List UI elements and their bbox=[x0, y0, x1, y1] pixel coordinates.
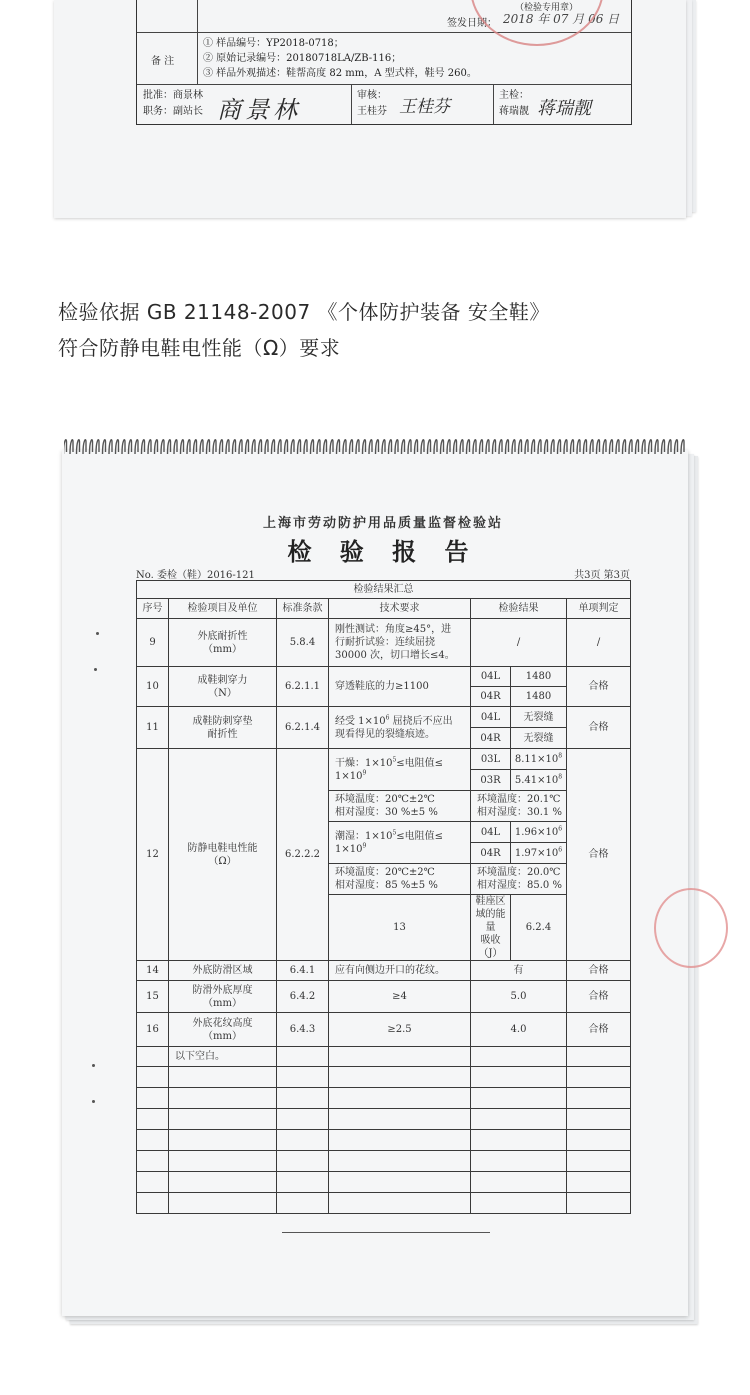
value-text: 1.96×10 bbox=[514, 826, 559, 838]
requirement-cell: 应有向侧边开口的花纹。 bbox=[329, 961, 471, 981]
sample-id: 03L bbox=[471, 749, 511, 770]
requirement-cell bbox=[329, 749, 471, 791]
item-unit: （mm） bbox=[203, 997, 242, 1009]
chief-signature: 蒋瑞靓 bbox=[537, 98, 591, 119]
table-row bbox=[137, 749, 631, 770]
exponent: 5 bbox=[392, 756, 397, 764]
sample-id: 04R bbox=[471, 728, 511, 749]
result-cell: 有 bbox=[471, 961, 567, 981]
requirement-cell bbox=[329, 707, 471, 749]
exponent: 6 bbox=[385, 714, 390, 722]
table-row bbox=[137, 961, 631, 981]
table-row bbox=[137, 1047, 631, 1067]
table-row bbox=[137, 981, 631, 1013]
remarks-list bbox=[203, 36, 477, 81]
clause-cell: 6.2.1.1 bbox=[277, 667, 329, 707]
reviewer-signature: 王桂芬 bbox=[399, 97, 450, 117]
item-unit: （N） bbox=[208, 687, 237, 699]
sample-value: 1480 bbox=[511, 667, 567, 687]
requirement-cell: ≥4 bbox=[329, 981, 471, 1013]
empty-row bbox=[137, 1088, 631, 1109]
signature-line bbox=[282, 1232, 490, 1233]
environment-result bbox=[471, 864, 567, 895]
value-text: 1.97×10 bbox=[514, 847, 559, 859]
value-text: 5.41×10 bbox=[514, 774, 559, 786]
header-cell: 标准条款 bbox=[277, 599, 329, 619]
item-cell bbox=[169, 667, 277, 707]
report-number: No. 委检（鞋）2016-121 bbox=[136, 570, 255, 581]
header-cell: 单项判定 bbox=[567, 599, 631, 619]
requirement-cell bbox=[329, 822, 471, 864]
item-cell bbox=[169, 707, 277, 749]
exponent: 8 bbox=[558, 752, 563, 760]
chief-name: 蒋瑞靓 bbox=[499, 106, 529, 117]
requirement-text: 屈挠后不应出 bbox=[389, 715, 453, 727]
item-unit: 吸收（J） bbox=[478, 935, 503, 959]
requirement-text: 干燥：1×10 bbox=[335, 757, 393, 769]
blank-note: 以下空白。 bbox=[169, 1047, 277, 1067]
exponent: 9 bbox=[362, 769, 367, 777]
requirement-line: 刚性测试：角度≥45°，进 bbox=[335, 624, 452, 635]
requirement-cell: 穿透鞋底的力≥1100 bbox=[329, 667, 471, 707]
row-number: 16 bbox=[137, 1013, 169, 1047]
requirement-line: 现看得见的裂缝痕迹。 bbox=[335, 728, 435, 740]
caption-line-1: 检验依据 GB 21148-2007 《个体防护装备 安全鞋》 bbox=[58, 300, 550, 324]
requirement-line: 30000 次，切口增长≤4。 bbox=[335, 650, 455, 661]
empty-row bbox=[137, 1151, 631, 1172]
remarks-label: 备 注 bbox=[151, 56, 175, 67]
env-line: 相对湿度：30 %±5 % bbox=[335, 807, 438, 818]
requirement-line bbox=[335, 757, 468, 770]
remark-item: ① 样品编号：YP2018-0718； bbox=[203, 38, 344, 49]
item-unit: （mm） bbox=[203, 643, 242, 655]
env-line: 环境温度：20℃±2℃ bbox=[335, 794, 435, 805]
approver-role: 职务：副站长 bbox=[143, 106, 203, 117]
env-line: 环境温度：20.1℃ bbox=[477, 794, 561, 805]
sample-value bbox=[511, 822, 567, 843]
value-text: 8.11×10 bbox=[514, 753, 559, 765]
verdict-cell: 合格 bbox=[567, 1013, 631, 1047]
row-number: 14 bbox=[137, 961, 169, 981]
requirement-text: 潮湿：1×10 bbox=[335, 830, 393, 842]
clause-cell: 6.4.2 bbox=[277, 981, 329, 1013]
row-number: 13 bbox=[329, 895, 471, 961]
sample-value bbox=[511, 749, 567, 770]
env-line: 相对湿度：30.1 % bbox=[477, 807, 562, 818]
sample-value: 1480 bbox=[511, 687, 567, 707]
item-name: 防滑外底厚度 bbox=[192, 984, 253, 996]
summary-title: 检验结果汇总 bbox=[137, 581, 631, 599]
empty-row bbox=[137, 1172, 631, 1193]
remark-item: ③ 样品外观描述：鞋帮高度 82 mm，A 型式样，鞋号 260。 bbox=[203, 68, 477, 79]
row-number: 15 bbox=[137, 981, 169, 1013]
verdict-cell: 合格 bbox=[567, 749, 631, 961]
table-row bbox=[137, 667, 631, 687]
approver-label: 批准：商景林 bbox=[143, 90, 203, 101]
exponent: 5 bbox=[392, 829, 397, 837]
empty-cell bbox=[567, 1047, 631, 1067]
item-name: 鞋座区域的能量 bbox=[475, 896, 506, 933]
item-name: 外底花纹高度 bbox=[192, 1017, 253, 1029]
item-name: 成鞋刺穿力 bbox=[197, 674, 248, 686]
sample-value: 无裂缝 bbox=[511, 707, 567, 728]
sample-id: 04L bbox=[471, 707, 511, 728]
paper-mark bbox=[96, 632, 99, 635]
verdict-cell: 合格 bbox=[567, 981, 631, 1013]
empty-row bbox=[137, 1109, 631, 1130]
item-cell bbox=[169, 981, 277, 1013]
item-cell bbox=[169, 1013, 277, 1047]
exponent: 8 bbox=[558, 773, 563, 781]
sample-value bbox=[511, 843, 567, 864]
sample-id: 03R bbox=[471, 770, 511, 791]
result-cell: / bbox=[471, 619, 567, 667]
approver-signature: 商景林 bbox=[217, 96, 301, 124]
red-seal-partial bbox=[654, 888, 728, 968]
result-cell: 4.0 bbox=[471, 1013, 567, 1047]
requirement-text: ≤电阻值≤ bbox=[396, 757, 444, 769]
empty-row bbox=[137, 1067, 631, 1088]
requirement-cell bbox=[329, 619, 471, 667]
requirement-line: 行耐折试验：连续屈挠 bbox=[335, 637, 435, 648]
exponent: 6 bbox=[558, 846, 563, 854]
clause-cell: 6.4.1 bbox=[277, 961, 329, 981]
sample-value: 无裂缝 bbox=[511, 728, 567, 749]
row-number: 11 bbox=[137, 707, 169, 749]
seal-label: （检验专用章） bbox=[515, 3, 579, 13]
env-line: 环境温度：20.0℃ bbox=[477, 867, 561, 878]
sample-id: 04L bbox=[471, 667, 511, 687]
item-unit: （Ω） bbox=[208, 855, 237, 867]
environment-result bbox=[471, 791, 567, 822]
exponent: 9 bbox=[362, 842, 367, 850]
caption-line-2: 符合防静电鞋电性能（Ω）要求 bbox=[58, 336, 341, 360]
environment-requirement bbox=[329, 791, 471, 822]
table-row bbox=[137, 1013, 631, 1047]
paper-mark bbox=[92, 1100, 95, 1103]
results-table bbox=[136, 580, 631, 1214]
item-name: 成鞋防刺穿垫 bbox=[192, 715, 253, 727]
reviewer-label: 审核： bbox=[357, 90, 387, 101]
clause-cell: 6.2.1.4 bbox=[277, 707, 329, 749]
requirement-line bbox=[335, 770, 468, 783]
spiral-binding bbox=[62, 436, 688, 456]
empty-cell bbox=[329, 1047, 471, 1067]
item-name: 防静电鞋电性能 bbox=[187, 842, 258, 854]
header-cell: 序号 bbox=[137, 599, 169, 619]
requirement-line bbox=[335, 715, 468, 728]
requirement-text: 经受 1×10 bbox=[335, 715, 386, 727]
result-cell: 5.0 bbox=[471, 981, 567, 1013]
table-header-row bbox=[137, 599, 631, 619]
item-cell bbox=[471, 895, 511, 961]
sign-date-label: 签发日期： bbox=[447, 18, 497, 29]
empty-cell bbox=[137, 1047, 169, 1067]
clause-cell: 6.4.3 bbox=[277, 1013, 329, 1047]
requirement-line bbox=[335, 830, 468, 843]
report-page-count: 共3页 第3页 bbox=[574, 570, 630, 581]
paper-mark bbox=[92, 1064, 95, 1067]
item-name: 外底耐折性 bbox=[197, 630, 248, 642]
item-unit: （mm） bbox=[203, 1030, 242, 1042]
empty-cell bbox=[277, 1047, 329, 1067]
empty-cell bbox=[471, 1047, 567, 1067]
sample-id: 04R bbox=[471, 687, 511, 707]
verdict-cell: 合格 bbox=[567, 667, 631, 707]
chief-label: 主检： bbox=[499, 90, 529, 101]
reviewer-name: 王桂芬 bbox=[357, 106, 387, 117]
item-cell bbox=[169, 619, 277, 667]
header-cell: 检验项目及单位 bbox=[169, 599, 277, 619]
clause-cell: 6.2.4 bbox=[511, 895, 567, 961]
requirement-text: 1×10 bbox=[335, 770, 363, 782]
requirement-text: 1×10 bbox=[335, 843, 363, 855]
row-number: 10 bbox=[137, 667, 169, 707]
sample-id: 04R bbox=[471, 843, 511, 864]
table-row bbox=[137, 619, 631, 667]
empty-row bbox=[137, 1130, 631, 1151]
clause-cell: 5.8.4 bbox=[277, 619, 329, 667]
header-cell: 技术要求 bbox=[329, 599, 471, 619]
item-cell: 外底防滑区域 bbox=[169, 961, 277, 981]
sign-date-value: 2018 年 07 月 06 日 bbox=[503, 12, 620, 26]
env-line: 环境温度：20℃±2℃ bbox=[335, 867, 435, 878]
chief-block bbox=[499, 88, 529, 120]
report-organization: 上海市劳动防护用品质量监督检验站 bbox=[262, 516, 503, 531]
approver-block bbox=[143, 88, 203, 120]
row-number: 12 bbox=[137, 749, 169, 961]
empty-row bbox=[137, 1193, 631, 1214]
report-title: 检 验 报 告 bbox=[287, 537, 479, 566]
env-line: 相对湿度：85.0 % bbox=[477, 880, 562, 891]
remark-item: ② 原始记录编号：20180718LA/ZB-116； bbox=[203, 53, 402, 64]
clause-cell: 6.2.2.2 bbox=[277, 749, 329, 961]
requirement-text: ≤电阻值≤ bbox=[396, 830, 444, 842]
item-unit: 耐折性 bbox=[207, 728, 238, 740]
reviewer-block bbox=[357, 88, 387, 120]
row-number: 9 bbox=[137, 619, 169, 667]
table-row bbox=[137, 707, 631, 728]
item-cell bbox=[169, 749, 277, 961]
verdict-cell: 合格 bbox=[567, 961, 631, 981]
requirement-line bbox=[335, 843, 468, 856]
paper-mark bbox=[94, 668, 97, 671]
verdict-cell: 合格 bbox=[567, 707, 631, 749]
table-caption-row bbox=[137, 581, 631, 599]
sample-id: 04L bbox=[471, 822, 511, 843]
environment-requirement bbox=[329, 864, 471, 895]
requirement-cell: ≥2.5 bbox=[329, 1013, 471, 1047]
verdict-cell: / bbox=[567, 619, 631, 667]
sample-value bbox=[511, 770, 567, 791]
caption bbox=[58, 294, 550, 366]
header-cell: 检验结果 bbox=[471, 599, 567, 619]
exponent: 6 bbox=[558, 825, 563, 833]
env-line: 相对湿度：85 %±5 % bbox=[335, 880, 438, 891]
